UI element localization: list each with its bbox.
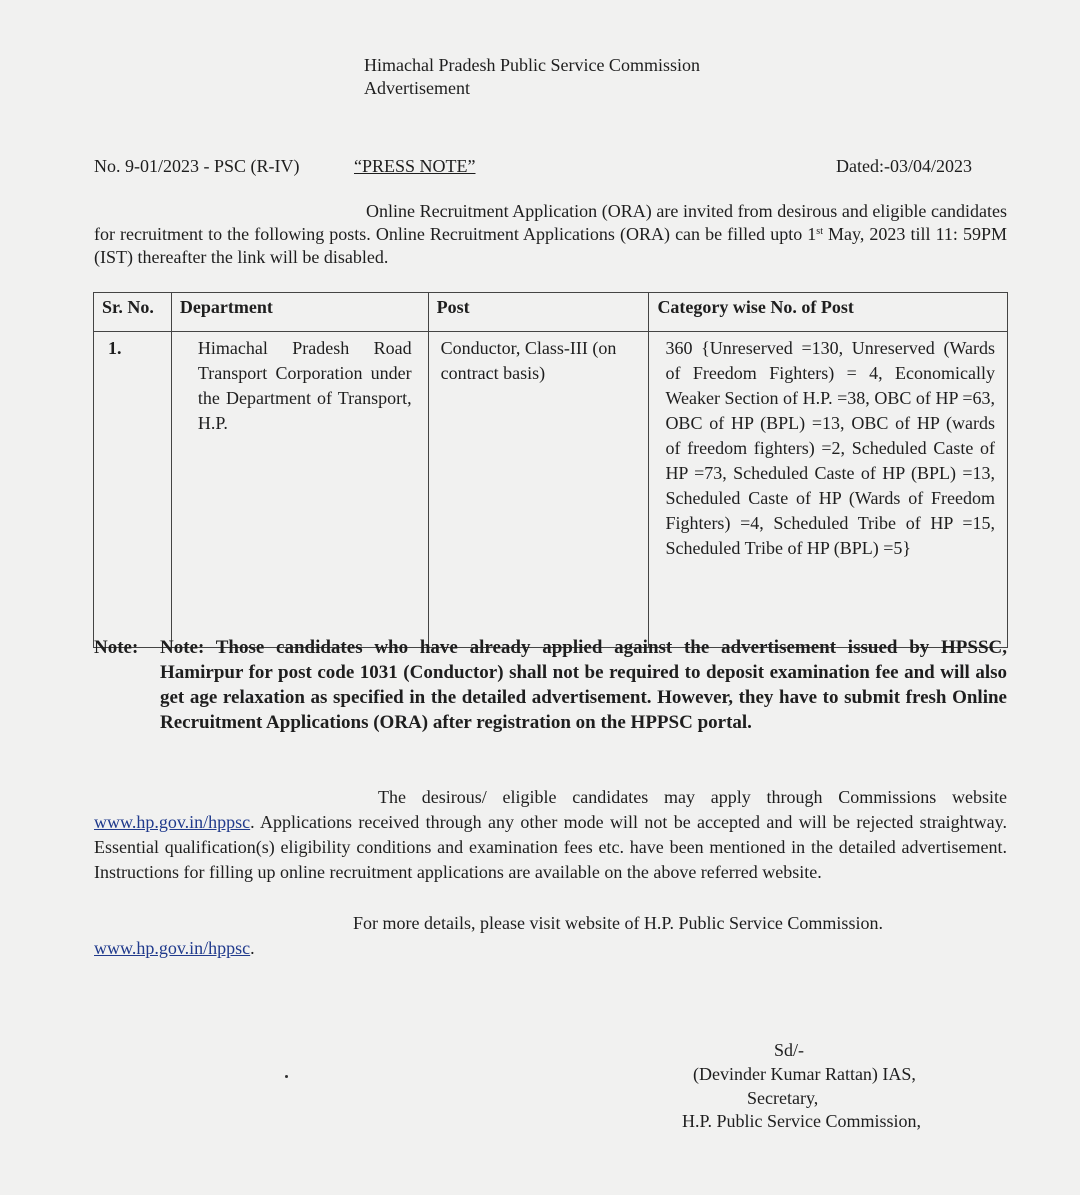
table-row [94,332,1008,648]
apply-text: The desirous/ eligible candidates may apply through Commissions website [378,787,1007,807]
signatory-office: H.P. Public Service Commission, [682,1111,922,1131]
posts-table [93,292,1008,648]
stray-dot [285,1075,288,1078]
cell-post: Conductor, Class-III (on contract basis) [428,332,649,648]
link-period: . [250,938,255,958]
press-note-heading: “PRESS NOTE” [354,156,476,176]
apply-text-end: . Applications received through any other mode will not be accepted and will be rejected straightway. Essential qualification(s) eligibility conditions and examination fees etc. have been mentioned in the detailed advertisement. Instructions for filling up online recruitment applications are available on the above referred website. [94,812,1007,882]
table-header-row [94,293,1008,332]
more-details-link-line [94,936,255,961]
hppsc-website-link-footer[interactable]: www.hp.gov.in/hppsc [94,938,251,958]
intro-superscript: st [816,226,823,237]
issue-date: Dated:-03/04/2023 [836,156,972,176]
cell-department: Himachal Pradesh Road Transport Corporation under the Department of Transport, H.P. [171,332,428,648]
cell-category: 360 {Unreserved =130, Unreserved (Wards of Freedom Fighters) = 4, Economically Weaker Section of H.P. =38, OBC of HP =63, OBC of HP (BPL) =13, OBC of HP (wards of freedom fighters) =2, Scheduled Caste of HP =73, Scheduled Caste of HP (BPL) =13, Scheduled Caste of HP (Wards of Freedom Fighters) =4, Scheduled Tribe of HP =15, Scheduled Tribe of HP (BPL) =5} [649,332,1008,648]
document-type: Advertisement [364,78,470,98]
note-label: Note: [94,637,139,658]
note-text: Note: Those candidates who have already applied against the advertisement issued by HPSSC, Hamirpur for post code 1031 (Conductor) shall not be required to deposit examination fee and will also get age relaxation as specified in the detailed advertisement. However, they have to submit fresh Online Recruitment Applications (ORA) after registration on the HPPSC portal. [160,637,1007,733]
reference-number: No. 9-01/2023 - PSC (R-IV) [94,156,300,176]
header-post: Post [428,293,649,332]
more-details-text: For more details, please visit website of H.P. Public Service Commission. [353,913,883,933]
cell-sr-no: 1. [94,332,172,648]
signature-sd: Sd/- [774,1040,805,1060]
signatory-designation: Secretary, [747,1088,819,1108]
header-sr-no: Sr. No. [94,293,172,332]
intro-text-end: May, 2023 till 11: 59PM (IST) thereafter the link will be disabled. [94,224,1007,267]
header-department: Department [171,293,428,332]
apply-paragraph [94,785,1007,885]
signatory-name: (Devinder Kumar Rattan) IAS, [693,1064,916,1084]
header-category: Category wise No. of Post [649,293,1008,332]
commission-title: Himachal Pradesh Public Service Commission [364,55,700,75]
intro-paragraph [94,200,1007,269]
intro-text: Online Recruitment Application (ORA) are invited from desirous and eligible candidates for recruitment to the following posts. Online Recruitment Applications (ORA) can be filled upto 1 [94,201,1007,244]
hppsc-website-link[interactable]: www.hp.gov.in/hppsc [94,812,251,832]
